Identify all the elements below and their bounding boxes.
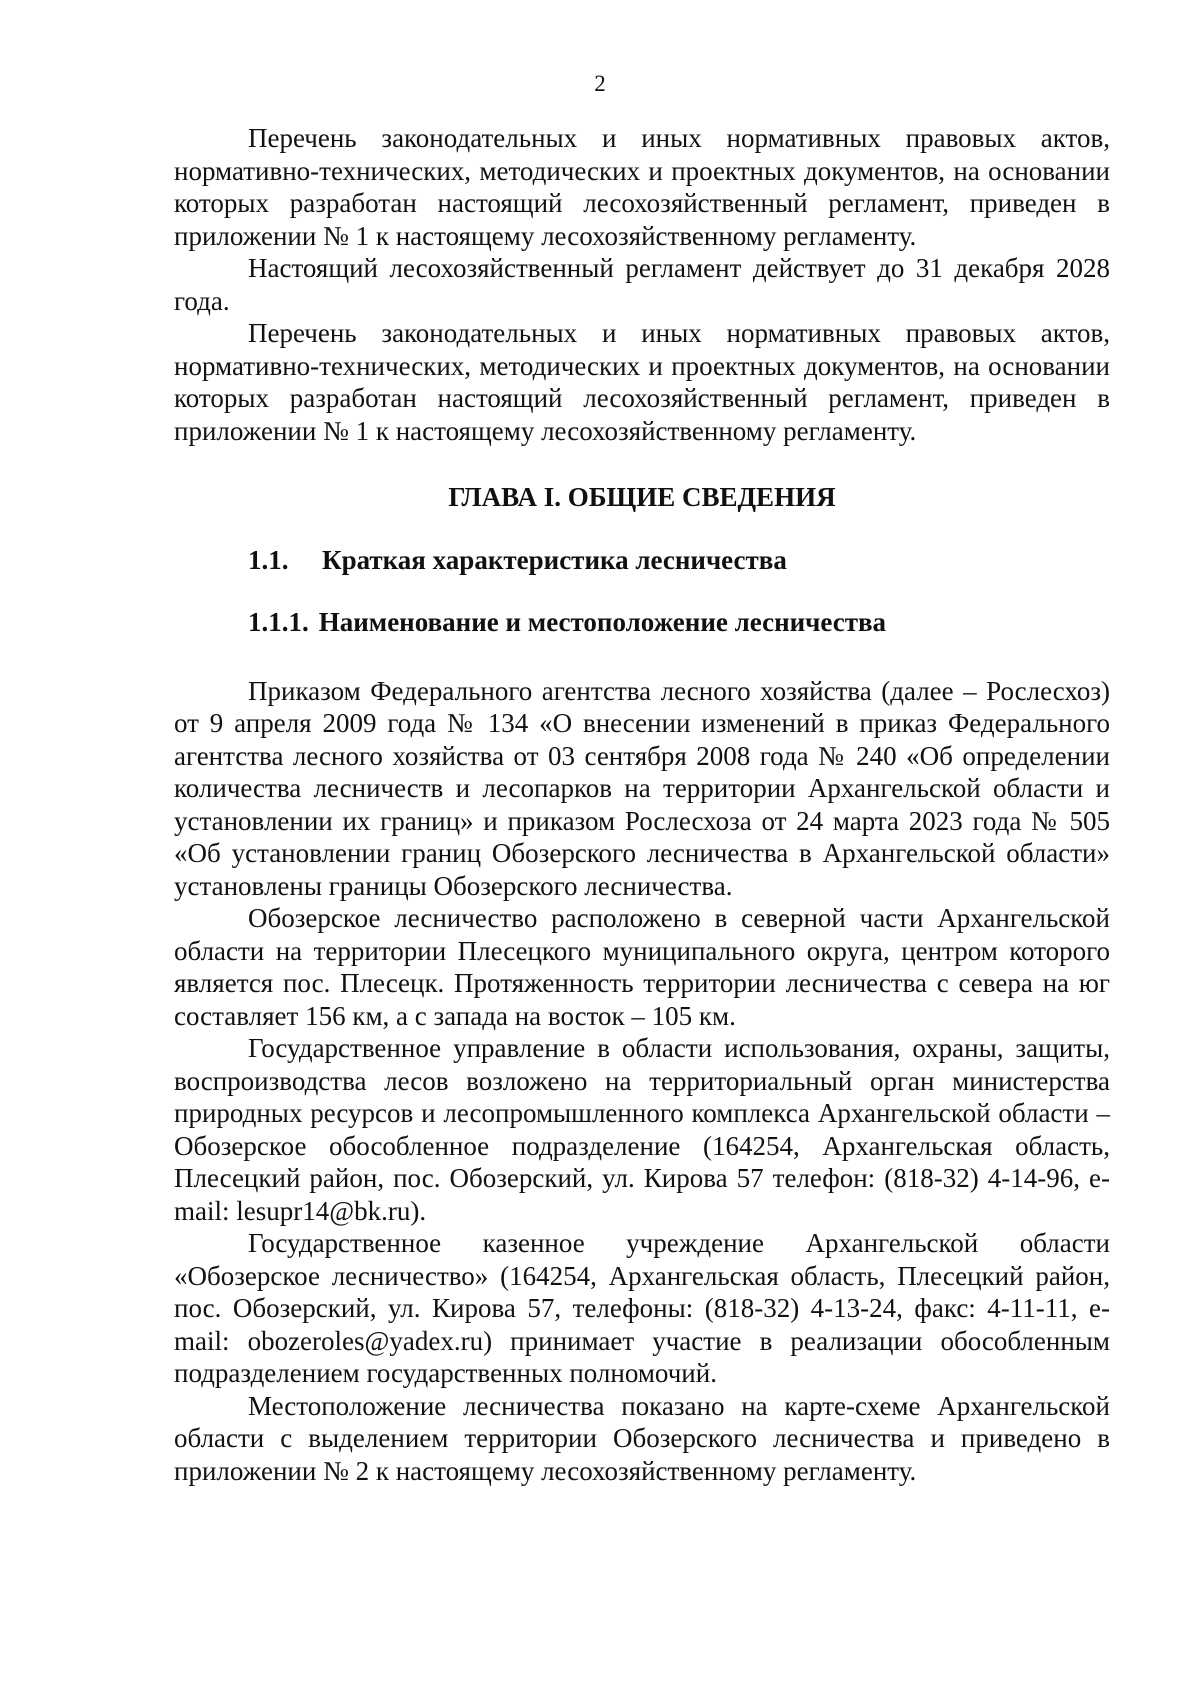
body-paragraph-1: Приказом Федерального агентства лесного хозяйства (далее – Рослесхоз) от 9 апреля 2009 года № 134 «О внесении изменений в приказ Федерального агентства лесного хозяйства от 03 сентября 2008 года № 240 «Об определении количества лесничеств и лесопарков на территории Архангельской области и установлении их границ» и приказом Рослесхоза от 24 марта 2023 года № 505 «Об установлении границ Обозерского лесничества в Архангельской области» установлены границы Обозерского лесничества.	[174, 675, 1110, 901]
section-heading	[174, 544, 1110, 577]
intro-paragraph-3: Перечень законодательных и иных нормативных правовых актов, нормативно-технических, методических и проектных документов, на основании которых разработан настоящий лесохозяйственный регламент, приведен в приложении № 1 к настоящему лесохозяйственному регламенту.	[174, 318, 1110, 446]
subsection-number: 1.1.1.	[248, 607, 309, 637]
body-paragraph-2: Обозерское лесничество расположено в северной части Архангельской области на территории Плесецкого муниципального округа, центром которого является пос. Плесецк. Протяженность территории лесничества с севера на юг составляет 156 км, а с запада на восток – 105 км.	[174, 903, 1110, 1031]
intro-paragraph-1: Перечень законодательных и иных нормативных правовых актов, нормативно-технических, методических и проектных документов, на основании которых разработан настоящий лесохозяйственный регламент, приведен в приложении № 1 к настоящему лесохозяйственному регламенту.	[174, 123, 1110, 251]
section-number: 1.1.	[248, 544, 289, 575]
subsection-heading	[174, 606, 1110, 639]
body-paragraph-4: Государственное казенное учреждение Архангельской области «Обозерское лесничество» (164254, Архангельская область, Плесецкий район, пос. Обозерский, ул. Кирова 57, телефоны: (818-32) 4-13-24, факс: 4-11-11, e-mail: obozeroles@yadex.ru) принимает участие в реализации обособленным подразделением государственных полномочий.	[174, 1228, 1110, 1388]
intro-paragraph-2: Настоящий лесохозяйственный регламент действует до 31 декабря 2028 года.	[174, 253, 1110, 316]
chapter-title: ГЛАВА I. ОБЩИЕ СВЕДЕНИЯ	[448, 482, 836, 512]
subsection-title: Наименование и местоположение лесничества	[318, 607, 887, 637]
body-paragraph-3: Государственное управление в области использования, охраны, защиты, воспроизводства лесов возложено на территориальный орган министерства природных ресурсов и лесопромышленного комплекса Архангельской области – Обозерское обособленное подразделение (164254, Архангельская область, Плесецкий район, пос. Обозерский, ул. Кирова 57 телефон: (818-32) 4-14-96, e-mail: lesupr14@bk.ru).	[174, 1033, 1110, 1226]
page-number: 2	[594, 71, 606, 96]
document-body	[174, 122, 1110, 1487]
body-paragraph-5: Местоположение лесничества показано на карте-схеме Архангельской области с выделением территории Обозерского лесничества и приведено в приложении № 2 к настоящему лесохозяйственному регламенту.	[174, 1390, 1110, 1486]
section-title: Краткая характеристика лесничества	[322, 544, 787, 575]
